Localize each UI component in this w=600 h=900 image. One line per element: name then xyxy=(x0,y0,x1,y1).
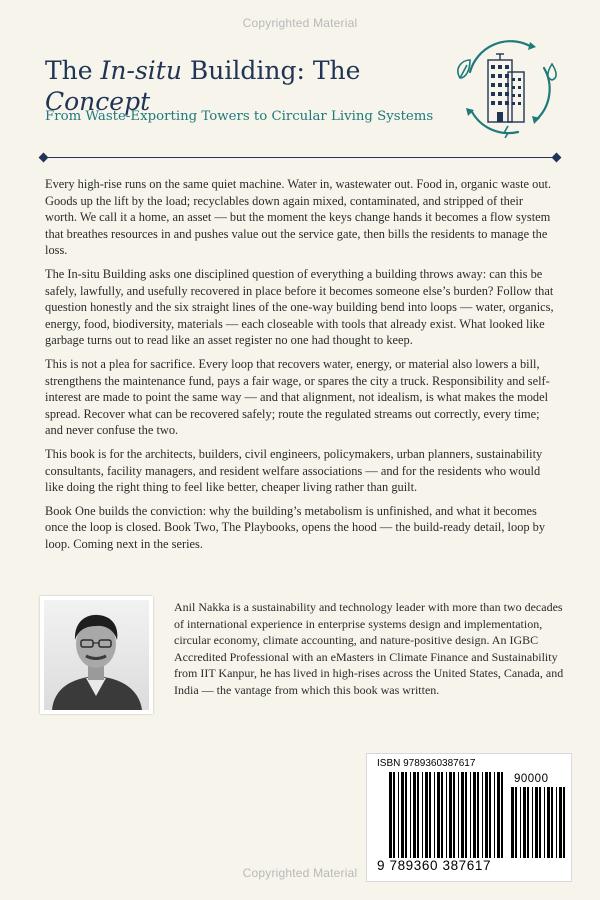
author-photo xyxy=(40,596,153,714)
blurb-paragraph: This book is for the architects, builders, civil engineers, policymakers, urban planners, sustainability consultants, facility managers, and resident welfare associations — and for the residents who would like doing the right thing to feel like better, cheaper living rather than guilt. xyxy=(45,446,543,495)
title-part-italic: In-situ xyxy=(100,55,182,85)
blurb xyxy=(45,176,557,559)
price-code: 90000 xyxy=(514,773,549,785)
isbn-barcode xyxy=(366,753,572,882)
blurb-paragraph: Book One builds the conviction: why the building’s metabolism is unfinished, and what it becomes once the loop is closed. Book Two, The Playbooks, opens the hood — the build-ready detail, loop by loop. Coming next in the series. xyxy=(45,503,546,551)
watermark-top: Copyrighted Material xyxy=(242,16,358,30)
book-subtitle: From Waste-Exporting Towers to Circular Living Systems xyxy=(45,109,434,124)
title-part: The xyxy=(45,55,101,85)
circular-building-icon xyxy=(452,38,562,138)
author-bio: Anil Nakka is a sustainability and technology leader with more than two decades of international experience in enterprise systems design and implementation, circular economy, climate accounting, and nature-positive design. An IGBC Accredited Professional with an eMasters in Climate Finance and Sustainability from IIT Kanpur, he has lived in high-rises across the United States, Canada, and India — the vantage from which this book was written. xyxy=(174,600,564,697)
blurb-paragraph: This is not a plea for sacrifice. Every loop that recovers water, energy, or material also lowers a bill, strengthens the maintenance fund, pays a fair wage, or spares the city a truck. Responsibility and self-interest are made to point the same way — and that alignment, not idealism, is what makes the model spread. Recover what can be recovered safely; route the regulated streams out correctly, every time; and never confuse the two. xyxy=(45,356,550,438)
book-title xyxy=(45,55,445,117)
blurb-paragraph: The In-situ Building asks one disciplined question of everything a building throws away: can this be safely, lawfully, and usefully recovered in place before it becomes someone else’s burden? Follow that question honestly and the six straight lines of the one-way building bend into loops — water, organics, energy, food, biodiversity, materials — each closeable with tools that already exist. What looked like garbage turns out to read like an asset register no one had thought to keep. xyxy=(45,266,554,348)
title-concept: Concept xyxy=(45,86,151,116)
ean-digits: 9 789360 387617 xyxy=(377,858,492,873)
watermark-bottom: Copyrighted Material xyxy=(242,866,358,880)
section-divider xyxy=(38,153,562,163)
blurb-paragraph: Every high-rise runs on the same quiet machine. Water in, wastewater out. Food in, organic waste out. Goods up the lift by the load; recyclables down again mixed, contaminated, and stripped of their worth. We call it a home, an asset — but the moment the keys change hands it becomes a flow system that breathes resources in and pushes value out the service gate, then bills the residents to manage the loss. xyxy=(45,177,552,258)
title-part: Building: The xyxy=(181,55,361,85)
isbn-label: ISBN 9789360387617 xyxy=(377,758,476,769)
